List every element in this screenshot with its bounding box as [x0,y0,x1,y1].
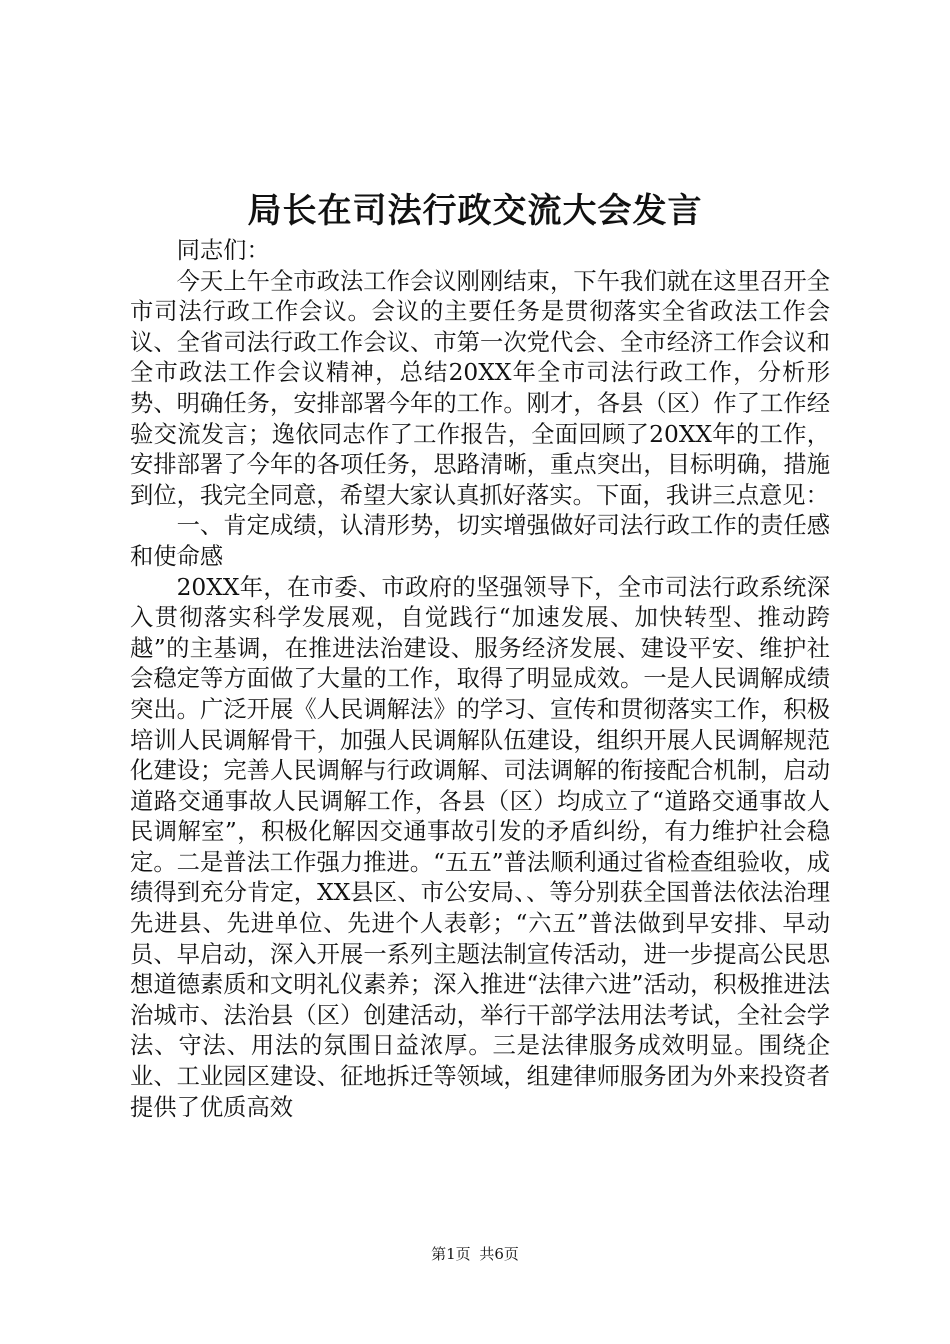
section-heading: 一、肯定成绩，认清形势，切实增强做好司法行政工作的责任感和使命感 [130,512,830,570]
body-paragraph: 20XX年，在市委、市政府的坚强领导下，全市司法行政系统深入贯彻落实科学发展观，自觉践行“加速发展、加快转型、推动跨越”的主基调，在推进法治建设、服务经济发展、建设平安、维护社会稳定等方面做了大量的工作，取得了明显成效。一是人民调解成绩突出。广泛开展《人民调解法》的学习、宣传和贯彻落实工作，积极培训人民调解骨干，加强人民调解队伍建设，组织开展人民调解规范化建设；完善人民调解与行政调解、司法调解的衔接配合机制，启动道路交通事故人民调解工作，各县（区）均成立了“道路交通事故人民调解室”，积极化解因交通事故引发的矛盾纠纷，有力维护社会稳定。二是普法工作强力推进。“五五”普法顺利通过省检查组验收，成绩得到充分肯定，XX县区、市公安局、、等分别获全国普法依法治理先进县、先进单位、先进个人表彰；“六五”普法做到早安排、早动员、早启动，深入开展一系列主题法制宣传活动，进一步提高公民思想道德素质和文明礼仪素养；深入推进“法律六进”活动，积极推进法治城市、法治县（区）创建活动，举行干部学法用法考试，全社会学法、守法、用法的氛围日益浓厚。三是法律服务成效明显。围绕企业、工业园区建设、征地拆迁等领域，组建律师服务团为外来投资者提供了优质高效 [130,573,830,1121]
document-title: 局长在司法行政交流大会发言 [247,191,703,231]
body-paragraph: 今天上午全市政法工作会议刚刚结束，下午我们就在这里召开全市司法行政工作会议。会议的主要任务是贯彻落实全省政法工作会议、全省司法行政工作会议、市第一次党代会、全市经济工作会议和全市政法工作会议精神，总结20XX年全市司法行政工作，分析形势、明确任务，安排部署今年的工作。刚才，各县（区）作了工作经验交流发言；逸依同志作了工作报告，全面回顾了20XX年的工作，安排部署了今年的各项任务，思路清晰，重点突出，目标明确，措施到位，我完全同意，希望大家认真抓好落实。下面，我讲三点意见： [130,267,830,509]
page-footer [0,1244,950,1264]
page-total: 共6页 [479,1245,519,1263]
document-body [130,236,830,1123]
page-number: 第1页 [431,1245,471,1263]
salutation-paragraph: 同志们： [176,237,270,264]
